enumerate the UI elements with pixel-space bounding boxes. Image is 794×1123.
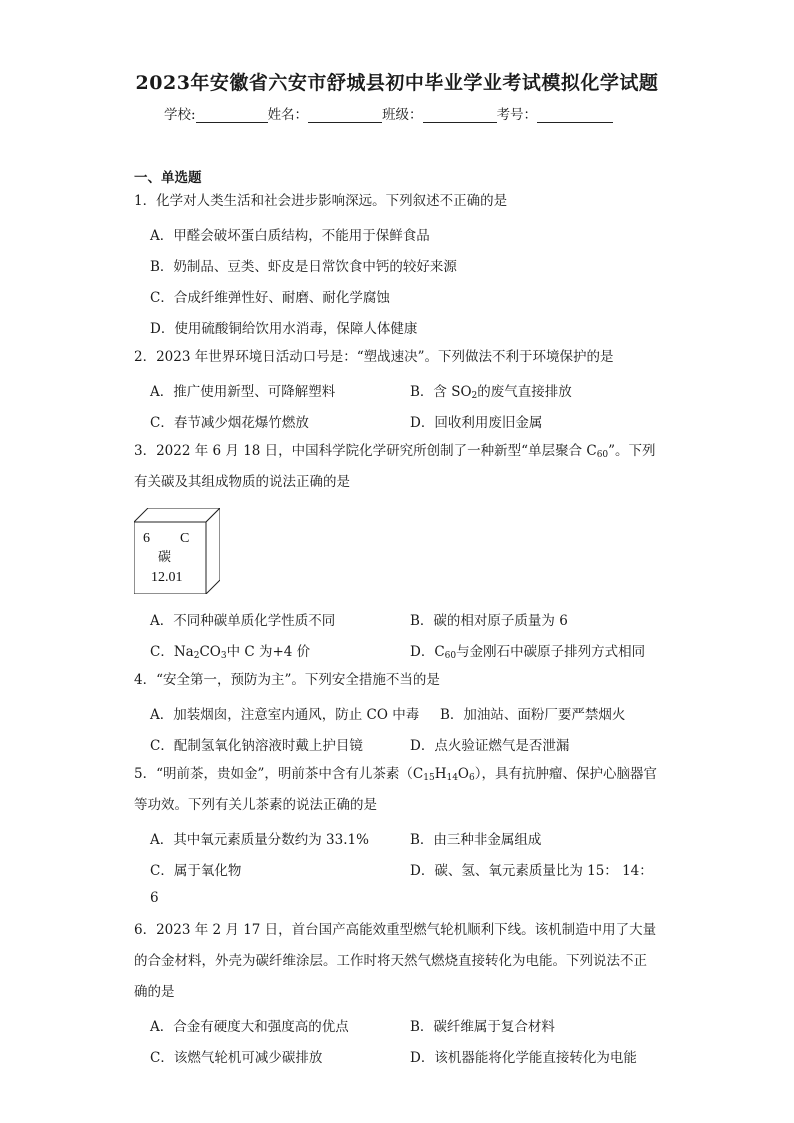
question-5-option-d: D．碳、氢、氧元素质量比为 15： 14： xyxy=(410,863,653,879)
question-4-stem: 4．“安全第一，预防为主”。下列安全措施不当的是 xyxy=(134,672,440,688)
carbon-element-tile xyxy=(134,508,220,594)
question-4-option-a: A．加装烟囱，注意室内通风，防止 CO 中毒 xyxy=(150,707,420,723)
element-symbol: C xyxy=(180,531,190,546)
school-blank[interactable] xyxy=(196,108,268,123)
number-blank[interactable] xyxy=(537,108,613,123)
question-5-option-a: A．其中氧元素质量分数约为 33.1% xyxy=(150,832,369,848)
question-5-option-b: B．由三种非金属组成 xyxy=(410,832,542,848)
question-6-option-a: A．合金有硬度大和强度高的优点 xyxy=(150,1019,349,1035)
name-label: 姓名： xyxy=(267,107,309,123)
question-4-option-d: D．点火验证燃气是否泄漏 xyxy=(410,738,570,754)
question-6-option-b: B．碳纤维属于复合材料 xyxy=(410,1019,555,1035)
question-5-option-c: C．属于氧化物 xyxy=(150,863,242,879)
question-6-option-c: C．该燃气轮机可减少碳排放 xyxy=(150,1050,323,1066)
question-3-stem-line-1: 3．2022 年 6 月 18 日，中国科学院化学研究所创制了一种新型“单层聚合 $C_{60}$”。下列 xyxy=(134,443,656,460)
question-3-option-d: D．$C_{60}$与金刚石中碳原子排列方式相同 xyxy=(410,644,646,661)
question-3-option-c: C．$Na_2CO_3$中 C 为+4 价 xyxy=(150,644,311,661)
question-6-option-d: D．该机器能将化学能直接转化为电能 xyxy=(410,1050,637,1066)
name-blank[interactable] xyxy=(308,108,382,123)
page-title: 2023年安徽省六安市舒城县初中毕业学业考试模拟化学试题 xyxy=(135,72,659,94)
question-1-option-b: B．奶制品、豆类、虾皮是日常饮食中钙的较好来源 xyxy=(150,259,457,275)
question-4-option-c: C．配制氢氧化钠溶液时戴上护目镜 xyxy=(150,738,363,754)
question-2-option-c: C．春节减少烟花爆竹燃放 xyxy=(150,415,309,431)
question-2-option-a: A．推广使用新型、可降解塑料 xyxy=(150,384,336,400)
element-name: 碳 xyxy=(158,550,172,565)
question-6-stem-line-3: 确的是 xyxy=(134,984,175,1000)
question-6-stem-line-1: 6．2023 年 2 月 17 日，首台国产高能效重型燃气轮机顺利下线。该机制造中用了大量 xyxy=(134,922,657,938)
question-5-stem-line-1: 5．“明前茶，贵如金”，明前茶中含有儿茶素$(C_{15}H_{14}O_6)$，具有抗肿瘤、保护心脑器官 xyxy=(134,766,657,783)
question-1-option-a: A．甲醛会破坏蛋白质结构，不能用于保鲜食品 xyxy=(150,228,430,244)
number-label: 考号： xyxy=(496,107,538,123)
question-6-stem-line-2: 的合金材料，外壳为碳纤维涂层。工作时将天然气燃烧直接转化为电能。下列说法不正 xyxy=(134,953,647,969)
question-3-option-b: B．碳的相对原子质量为 6 xyxy=(410,613,568,629)
question-4-option-b: B．加油站、面粉厂要严禁烟火 xyxy=(440,707,626,723)
school-label: 学校: xyxy=(164,107,196,123)
question-1-stem: 1．化学对人类生活和社会进步影响深远。下列叙述不正确的是 xyxy=(134,193,508,209)
class-blank[interactable] xyxy=(423,108,497,123)
question-1-option-c: C．合成纤维弹性好、耐磨、耐化学腐蚀 xyxy=(150,290,390,306)
question-5-stem-line-2: 等功效。下列有关儿茶素的说法正确的是 xyxy=(134,797,377,813)
question-2-stem: 2．2023 年世界环境日活动口号是：“塑战速决”。下列做法不利于环境保护的是 xyxy=(134,349,614,365)
question-1-option-d: D．使用硫酸铜给饮用水消毒，保障人体健康 xyxy=(150,321,418,337)
question-3-option-a: A．不同种碳单质化学性质不同 xyxy=(150,613,336,629)
class-label: 班级： xyxy=(382,107,423,123)
atomic-number: 6 xyxy=(143,531,150,546)
question-2-option-d: D．回收利用废旧金属 xyxy=(410,415,543,431)
question-3-stem-line-2: 有关碳及其组成物质的说法正确的是 xyxy=(134,474,350,490)
question-2-option-b: B．含 $SO_2$的废气直接排放 xyxy=(410,384,572,401)
atomic-mass: 12.01 xyxy=(151,570,183,585)
student-info-line xyxy=(164,103,613,123)
section-heading: 一、单选题 xyxy=(134,170,202,186)
question-5-option-d-wrap: 6 xyxy=(150,890,159,906)
